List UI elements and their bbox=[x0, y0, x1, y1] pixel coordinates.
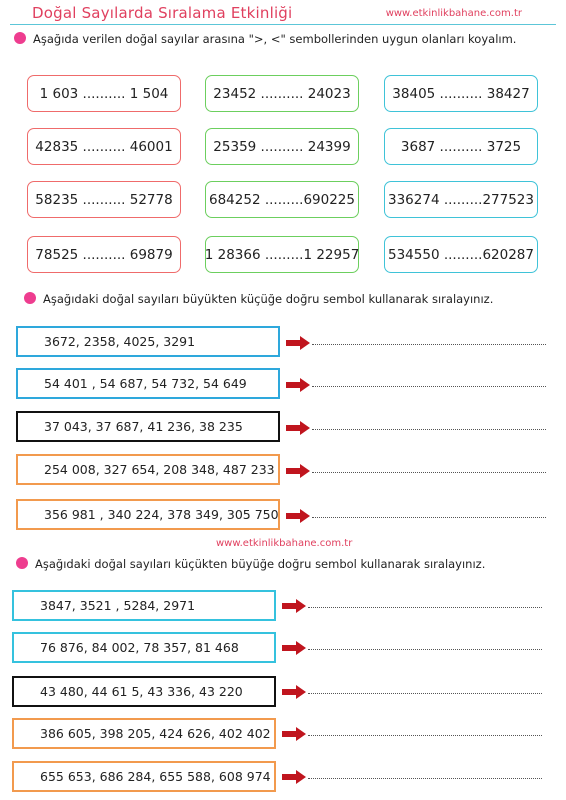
arrow-right-icon bbox=[286, 464, 310, 478]
answer-line[interactable] bbox=[312, 386, 546, 387]
page-title: Doğal Sayılarda Sıralama Etkinliği bbox=[32, 4, 293, 22]
answer-line[interactable] bbox=[308, 649, 542, 650]
compare-box[interactable]: 25359 .......... 24399 bbox=[205, 128, 359, 165]
site-url-top: www.etkinlikbahane.com.tr bbox=[385, 8, 522, 19]
number-row: 54 401 , 54 687, 54 732, 54 649 bbox=[16, 368, 280, 399]
arrow-right-icon bbox=[286, 509, 310, 523]
number-row: 356 981 , 340 224, 378 349, 305 750 bbox=[16, 499, 280, 530]
bullet-icon bbox=[16, 557, 28, 569]
answer-line[interactable] bbox=[308, 735, 542, 736]
arrow-right-icon bbox=[282, 727, 306, 741]
arrow-right-icon bbox=[282, 599, 306, 613]
instruction-1: Aşağıda verilen doğal sayılar arasına ">, <" sembollerinden uygun olanları koyalım. bbox=[33, 32, 517, 46]
compare-box[interactable]: 3687 .......... 3725 bbox=[384, 128, 538, 165]
compare-box[interactable]: 58235 .......... 52778 bbox=[27, 181, 181, 218]
arrow-right-icon bbox=[282, 770, 306, 784]
compare-box[interactable]: 534550 .........620287 bbox=[384, 236, 538, 273]
answer-line[interactable] bbox=[312, 472, 546, 473]
arrow-right-icon bbox=[286, 378, 310, 392]
arrow-right-icon bbox=[282, 685, 306, 699]
number-row: 655 653, 686 284, 655 588, 608 974 bbox=[12, 761, 276, 792]
title-divider bbox=[10, 24, 556, 25]
number-row: 386 605, 398 205, 424 626, 402 402 bbox=[12, 718, 276, 749]
instruction-2: Aşağıdaki doğal sayıları büyükten küçüğe doğru sembol kullanarak sıralayınız. bbox=[43, 292, 494, 306]
number-row: 3672, 2358, 4025, 3291 bbox=[16, 326, 280, 357]
answer-line[interactable] bbox=[308, 607, 542, 608]
number-row: 76 876, 84 002, 78 357, 81 468 bbox=[12, 632, 276, 663]
compare-box[interactable]: 78525 .......... 69879 bbox=[27, 236, 181, 273]
bullet-icon bbox=[24, 292, 36, 304]
bullet-icon bbox=[14, 32, 26, 44]
answer-line[interactable] bbox=[312, 344, 546, 345]
site-url-mid: www.etkinlikbahane.com.tr bbox=[216, 538, 353, 549]
number-row: 43 480, 44 61 5, 43 336, 43 220 bbox=[12, 676, 276, 707]
number-row: 3847, 3521 , 5284, 2971 bbox=[12, 590, 276, 621]
compare-box[interactable]: 23452 .......... 24023 bbox=[205, 75, 359, 112]
answer-line[interactable] bbox=[312, 429, 546, 430]
compare-box[interactable]: 1 28366 .........1 22957 bbox=[205, 236, 359, 273]
answer-line[interactable] bbox=[308, 778, 542, 779]
number-row: 37 043, 37 687, 41 236, 38 235 bbox=[16, 411, 280, 442]
arrow-right-icon bbox=[286, 421, 310, 435]
compare-box[interactable]: 38405 .......... 38427 bbox=[384, 75, 538, 112]
arrow-right-icon bbox=[286, 336, 310, 350]
compare-box[interactable]: 1 603 .......... 1 504 bbox=[27, 75, 181, 112]
instruction-3: Aşağıdaki doğal sayıları küçükten büyüğe doğru sembol kullanarak sıralayınız. bbox=[35, 557, 486, 571]
arrow-right-icon bbox=[282, 641, 306, 655]
number-row: 254 008, 327 654, 208 348, 487 233 bbox=[16, 454, 280, 485]
compare-box[interactable]: 336274 .........277523 bbox=[384, 181, 538, 218]
answer-line[interactable] bbox=[308, 693, 542, 694]
compare-box[interactable]: 42835 .......... 46001 bbox=[27, 128, 181, 165]
compare-box[interactable]: 684252 .........690225 bbox=[205, 181, 359, 218]
answer-line[interactable] bbox=[312, 517, 546, 518]
